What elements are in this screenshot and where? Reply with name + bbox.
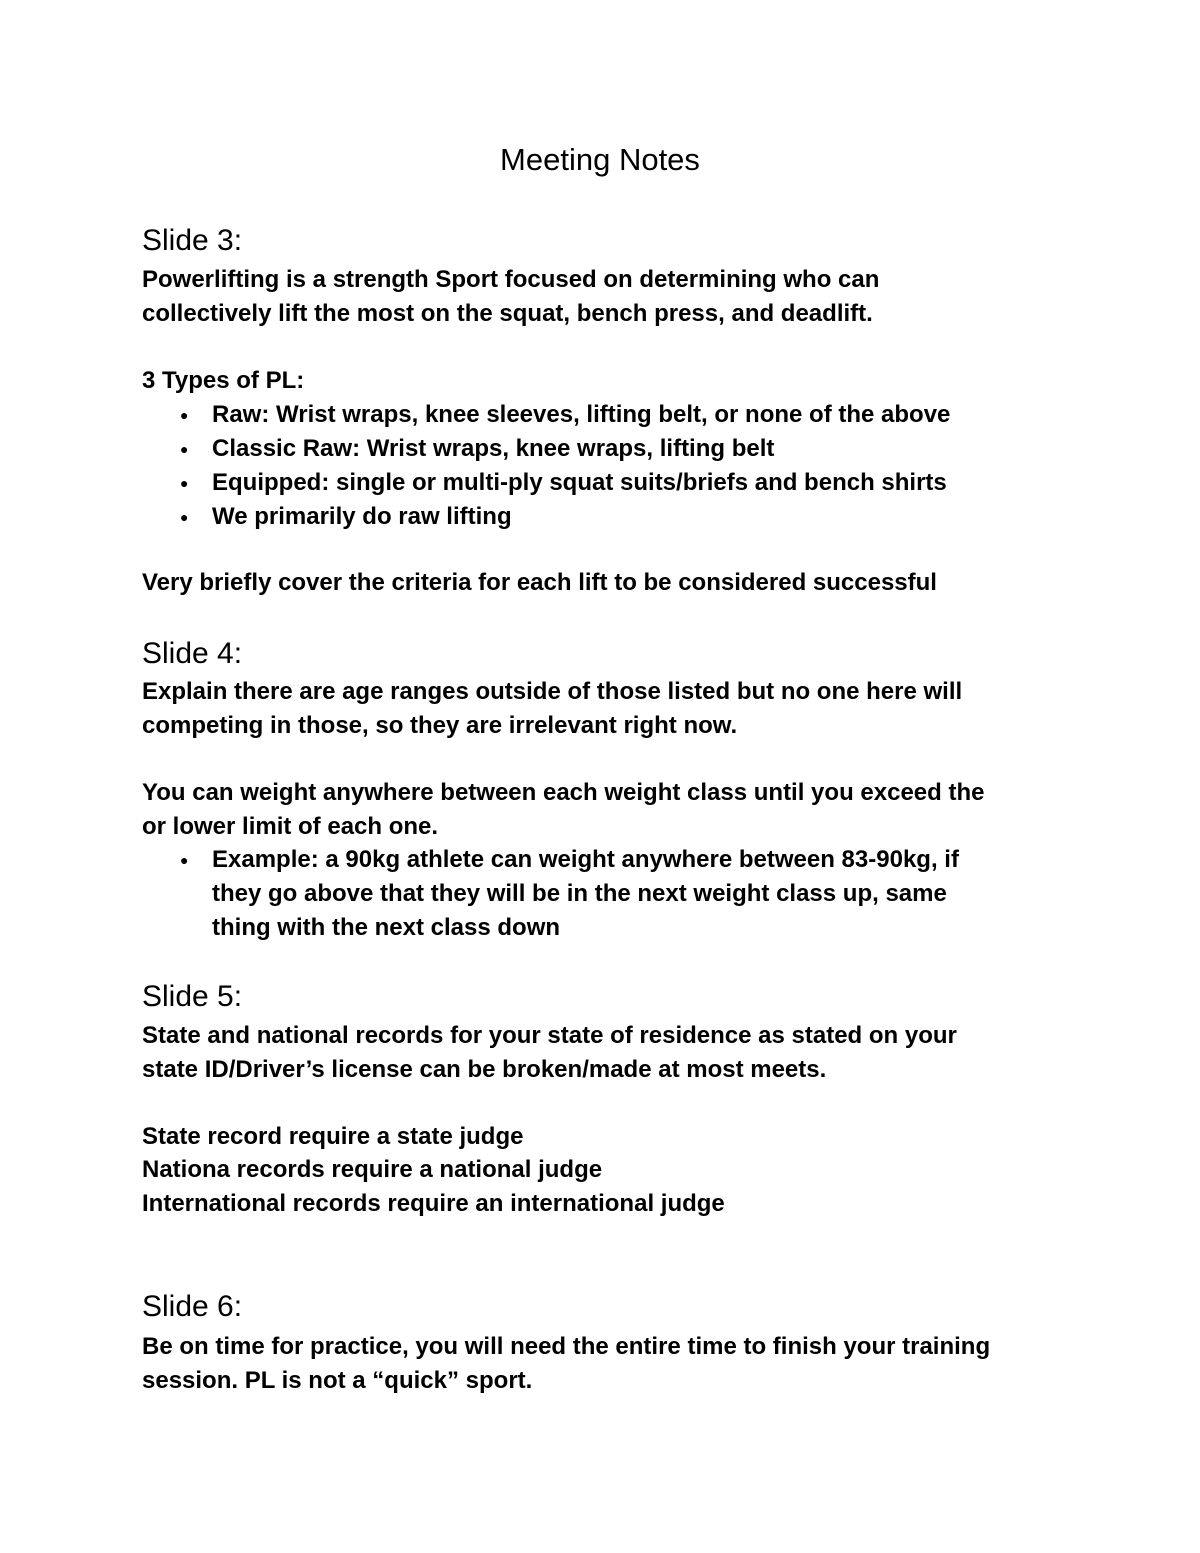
- slide-4-heading: Slide 4:: [142, 637, 243, 670]
- bullet-icon: ●: [180, 441, 189, 457]
- bullet-icon: ●: [180, 475, 189, 491]
- slide-3-intro-line-1: Powerlifting is a strength Sport focused on determining who can: [142, 266, 880, 293]
- pl-type-raw: Raw: Wrist wraps, knee sleeves, lifting belt, or none of the above: [212, 401, 951, 428]
- weight-class-example-line-2: they go above that they will be in the next weight class up, same: [212, 880, 947, 907]
- slide-5-para-1-line-1: State and national records for your state of residence as stated on your: [142, 1022, 957, 1049]
- slide-6-para-1-line-2: session. PL is not a “quick” sport.: [142, 1367, 533, 1394]
- bullet-icon: ●: [180, 509, 189, 525]
- slide-6-para-1-line-1: Be on time for practice, you will need the entire time to finish your training: [142, 1333, 991, 1360]
- slide-5-heading: Slide 5:: [142, 980, 243, 1013]
- slide-6-heading: Slide 6:: [142, 1290, 243, 1323]
- weight-class-example-line-3: thing with the next class down: [212, 914, 561, 941]
- pl-type-classic-raw: Classic Raw: Wrist wraps, knee wraps, lifting belt: [212, 435, 775, 462]
- slide-4-para-2-line-2: or lower limit of each one.: [142, 813, 439, 840]
- page-title: Meeting Notes: [500, 142, 700, 177]
- state-record-line: State record require a state judge: [142, 1123, 524, 1150]
- national-record-line: Nationa records require a national judge: [142, 1156, 603, 1183]
- slide-4-para-2-line-1: You can weight anywhere between each weight class until you exceed the: [142, 779, 985, 806]
- slide-3-heading: Slide 3:: [142, 224, 243, 257]
- pl-type-equipped: Equipped: single or multi-ply squat suits/briefs and bench shirts: [212, 469, 947, 496]
- bullet-icon: ●: [180, 852, 189, 868]
- slide-3-criteria-note: Very briefly cover the criteria for each lift to be considered successful: [142, 569, 937, 596]
- slide-5-para-1-line-2: state ID/Driver’s license can be broken/made at most meets.: [142, 1056, 827, 1083]
- international-record-line: International records require an international judge: [142, 1190, 725, 1217]
- pl-types-label: 3 Types of PL:: [142, 367, 305, 394]
- slide-3-intro-line-2: collectively lift the most on the squat, bench press, and deadlift.: [142, 300, 873, 327]
- pl-type-note: We primarily do raw lifting: [212, 503, 512, 530]
- bullet-icon: ●: [180, 407, 189, 423]
- slide-4-para-1-line-1: Explain there are age ranges outside of those listed but no one here will: [142, 678, 963, 705]
- slide-4-para-1-line-2: competing in those, so they are irrelevant right now.: [142, 712, 738, 739]
- weight-class-example-line-1: Example: a 90kg athlete can weight anywhere between 83-90kg, if: [212, 846, 959, 873]
